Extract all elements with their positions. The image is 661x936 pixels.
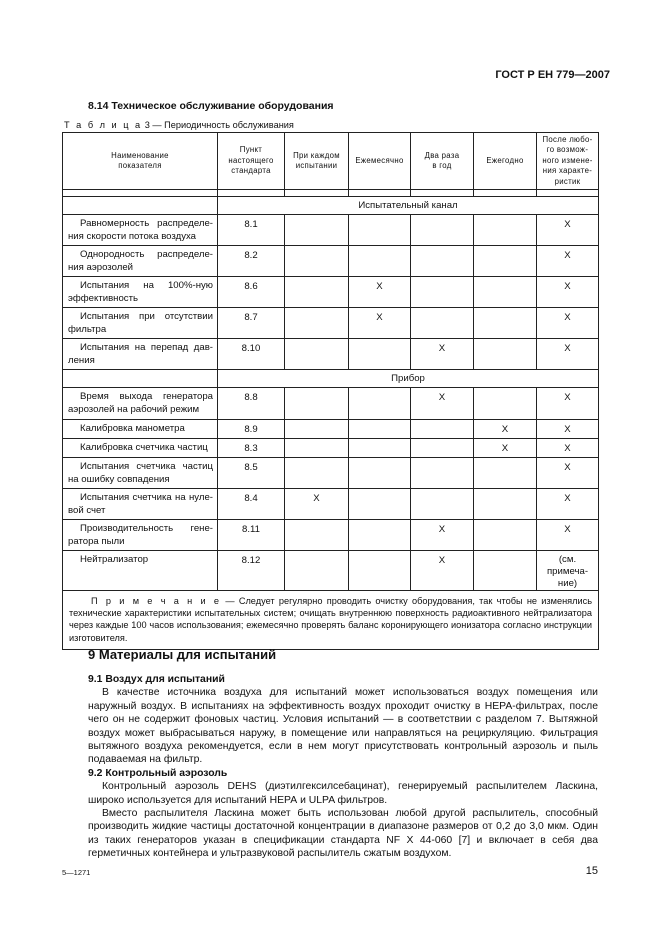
col-header-each — [285, 133, 349, 190]
cell-twice — [411, 439, 474, 458]
table-row — [63, 439, 599, 458]
table-note-label: П р и м е ч а н и е — [91, 596, 222, 606]
cell-twice: X — [411, 388, 474, 420]
row-name-line: ния аэрозолей — [68, 261, 134, 273]
table-header-row — [63, 133, 599, 190]
cell-point: 8.8 — [218, 388, 285, 420]
row-name-line: Нейтрализатор — [80, 554, 149, 565]
row-name-cell — [63, 551, 218, 591]
cell-after: X — [537, 277, 599, 308]
row-name-cell — [63, 308, 218, 339]
table-row — [63, 420, 599, 439]
col-header-monthly — [349, 133, 411, 190]
col-header-name — [63, 133, 218, 190]
row-name-cell — [63, 388, 218, 420]
cell-monthly — [349, 458, 411, 489]
row-name-line: Испытания на перепад дав- — [80, 342, 213, 353]
materials-body — [88, 673, 598, 861]
cell-each: X — [285, 489, 349, 520]
row-name-cell — [63, 246, 218, 277]
row-name-line: эффективность — [68, 292, 138, 304]
col-header-after-line: го возмож- — [546, 145, 589, 155]
row-name-cell — [63, 439, 218, 458]
row-name-line: Испытания при отсутствии — [80, 311, 213, 322]
cell-yearly: X — [474, 439, 537, 458]
cell-after: X — [537, 388, 599, 420]
cell-twice — [411, 308, 474, 339]
table-note-text: — Следует регулярно проводить очистку оборудования, так чтобы не изменялись технические характеристики испытательных систем; очищать внутреннюю поверхность радиоактивного нейтрализатора через каждые 100 часов использования; ежемесячно проверять баланс коронирующего ионизатора согласно инструкции изготовителя. — [69, 596, 592, 643]
col-header-after — [537, 133, 599, 190]
cell-each — [285, 277, 349, 308]
cell-point: 8.5 — [218, 458, 285, 489]
cell-monthly: X — [349, 308, 411, 339]
row-name-line: Испытания счетчика на нуле- — [80, 492, 213, 503]
row-name-line: Испытания счетчика частиц — [80, 461, 213, 472]
cell-after-line: ние) — [557, 578, 578, 589]
footer-sheet-code: 5—1271 — [62, 868, 91, 877]
cell-monthly — [349, 246, 411, 277]
table-group-row — [63, 197, 599, 215]
cell-yearly — [474, 308, 537, 339]
table-row — [63, 246, 599, 277]
table-row — [63, 520, 599, 551]
cell-point: 8.4 — [218, 489, 285, 520]
cell-yearly — [474, 551, 537, 591]
table-row — [63, 277, 599, 308]
cell-point: 8.11 — [218, 520, 285, 551]
table-row — [63, 489, 599, 520]
cell-monthly — [349, 439, 411, 458]
cell-yearly — [474, 277, 537, 308]
col-header-yearly — [474, 133, 537, 190]
cell-twice: X — [411, 551, 474, 591]
table-row — [63, 388, 599, 420]
cell-point: 8.3 — [218, 439, 285, 458]
cell-each — [285, 246, 349, 277]
cell-point: 8.2 — [218, 246, 285, 277]
cell-point: 8.9 — [218, 420, 285, 439]
cell-yearly: X — [474, 420, 537, 439]
col-header-point-line: стандарта — [231, 166, 271, 176]
table-group-label: Испытательный канал — [218, 197, 599, 215]
col-header-after-line: ного измене- — [542, 155, 593, 165]
row-name-cell — [63, 339, 218, 370]
row-name-line: ления — [68, 354, 95, 366]
subsection-9-2-title: 9.2 Контрольный аэрозоль — [88, 767, 228, 779]
cell-twice — [411, 420, 474, 439]
row-name-cell — [63, 215, 218, 246]
table-row — [63, 458, 599, 489]
cell-each — [285, 339, 349, 370]
cell-yearly — [474, 458, 537, 489]
table-row — [63, 308, 599, 339]
cell-yearly — [474, 388, 537, 420]
cell-point: 8.6 — [218, 277, 285, 308]
cell-monthly — [349, 551, 411, 591]
cell-each — [285, 439, 349, 458]
col-header-each-line: При каждом — [293, 150, 340, 160]
cell-each — [285, 420, 349, 439]
cell-each — [285, 520, 349, 551]
table-caption-label: Т а б л и ц а — [64, 120, 143, 130]
cell-twice — [411, 215, 474, 246]
col-header-after-line: ния характе- — [542, 166, 593, 176]
section-title: 8.14 Техническое обслуживание оборудования — [88, 100, 334, 112]
row-name-cell — [63, 520, 218, 551]
cell-yearly — [474, 215, 537, 246]
row-name-line: аэрозолей на рабочий режим — [68, 403, 200, 415]
cell-monthly — [349, 520, 411, 551]
cell-after: X — [537, 246, 599, 277]
table-row — [63, 551, 599, 591]
cell-twice — [411, 489, 474, 520]
cell-point: 8.7 — [218, 308, 285, 339]
page-number: 15 — [585, 865, 598, 877]
cell-point: 8.1 — [218, 215, 285, 246]
row-name-line: Время выхода генератора — [80, 391, 213, 402]
cell-twice: X — [411, 339, 474, 370]
row-name-line: Равномерность распределе- — [80, 218, 213, 229]
cell-after-line: (см. — [558, 554, 577, 565]
materials-heading: 9 Материалы для испытаний — [88, 647, 277, 662]
col-header-point-line: настоящего — [228, 155, 274, 165]
subsection-9-1-title: 9.1 Воздух для испытаний — [88, 674, 225, 685]
cell-each — [285, 388, 349, 420]
col-header-yearly-line: Ежегодно — [486, 155, 524, 165]
document-code: ГОСТ Р ЕН 779—2007 — [495, 69, 610, 81]
cell-twice — [411, 246, 474, 277]
cell-yearly — [474, 520, 537, 551]
col-header-twice-line: в год — [432, 161, 452, 170]
row-name-cell — [63, 277, 218, 308]
row-name-line: Однородность распределе- — [80, 249, 213, 260]
col-header-monthly-line: Ежемесячно — [355, 155, 404, 165]
cell-yearly — [474, 246, 537, 277]
cell-after: X — [537, 339, 599, 370]
row-name-line: ния скорости потока воздуха — [68, 230, 197, 242]
row-name-line: Производительность гене- — [80, 523, 213, 534]
row-name-line: вой счет — [68, 504, 106, 516]
table-note-row — [63, 591, 599, 650]
table-row — [63, 339, 599, 370]
subsection-9-2-text-2: Вместо распылителя Ласкина может быть использован любой другой распылитель, способный производить жидкие частицы достаточной концентрации в диапазоне размеров от 0,2 до 3,0 мкм. Один из таких генераторов указан в спецификации стандарта NF X 44-060 [7] и включает в себя два герметичных контейнера и ультразвуковой распылитель сжатым воздухом. — [88, 808, 598, 860]
cell-after: X — [537, 420, 599, 439]
table-row — [63, 215, 599, 246]
table-group-label: Прибор — [218, 370, 599, 388]
row-name-line: фильтра — [68, 323, 107, 335]
cell-yearly — [474, 489, 537, 520]
row-name-cell — [63, 489, 218, 520]
row-name-line: ратора пыли — [68, 535, 125, 547]
cell-monthly — [349, 420, 411, 439]
table-note — [63, 591, 599, 650]
table-group-row — [63, 370, 599, 388]
cell-yearly — [474, 339, 537, 370]
col-header-twice-line: Два раза — [424, 150, 460, 160]
col-header-after-line: ристик — [554, 176, 581, 186]
cell-twice: X — [411, 520, 474, 551]
row-name-cell — [63, 458, 218, 489]
cell-after: X — [537, 489, 599, 520]
col-header-each-line: испытании — [295, 161, 338, 170]
cell-each — [285, 215, 349, 246]
col-header-after-line: После любо- — [542, 134, 593, 144]
cell-twice — [411, 458, 474, 489]
cell-after — [537, 551, 599, 591]
cell-after: X — [537, 458, 599, 489]
cell-after: X — [537, 308, 599, 339]
row-name-line: Испытания на 100%-ную — [80, 280, 213, 291]
row-name-line: на ошибку совпадения — [68, 473, 170, 485]
table-caption-text: 3 — Периодичность обслуживания — [144, 120, 294, 130]
cell-after-line: примеча- — [546, 566, 589, 577]
maintenance-table — [62, 132, 599, 650]
cell-each — [285, 551, 349, 591]
cell-each — [285, 308, 349, 339]
cell-monthly — [349, 388, 411, 420]
col-header-twice — [411, 133, 474, 190]
col-header-point-line: Пункт — [239, 145, 263, 155]
header-spacer-row — [63, 190, 599, 197]
cell-monthly — [349, 489, 411, 520]
row-name-cell — [63, 420, 218, 439]
cell-after: X — [537, 215, 599, 246]
cell-monthly — [349, 339, 411, 370]
cell-after: X — [537, 520, 599, 551]
col-header-point — [218, 133, 285, 190]
subsection-9-1-text: В качестве источника воздуха для испытаний может использоваться воздух помещения или наружный воздух. В испытаниях на эффективность воздух проходит очистку в НЕРА-фильтрах, после чего он не содержит фоновых частиц. Условия испытаний — в соответствии с разделом 7. Вытяжной воздух может выбрасываться наружу, в помещение или направляться на рециркуляцию. Фильтрация вытяжного воздуха рекомендуется, если в нем могут присутствовать контрольный аэрозоль и пыль подаваемая на фильтр. — [88, 687, 598, 766]
col-header-name-line: показателя — [118, 161, 162, 170]
cell-each — [285, 458, 349, 489]
cell-point: 8.10 — [218, 339, 285, 370]
cell-monthly — [349, 215, 411, 246]
table-caption — [64, 120, 294, 130]
cell-twice — [411, 277, 474, 308]
row-name-line: Калибровка манометра — [80, 423, 185, 434]
cell-monthly: X — [349, 277, 411, 308]
cell-point: 8.12 — [218, 551, 285, 591]
row-name-line: Калибровка счетчика частиц — [80, 442, 208, 453]
col-header-name-line: Наименование — [111, 150, 169, 160]
subsection-9-2-text-1: Контрольный аэрозоль DEHS (диэтилгексилсебацинат), генерируемый распылителем Ласкина, широко используется для испытаний НЕРА и ULPA фильтров. — [88, 781, 598, 806]
cell-after: X — [537, 439, 599, 458]
